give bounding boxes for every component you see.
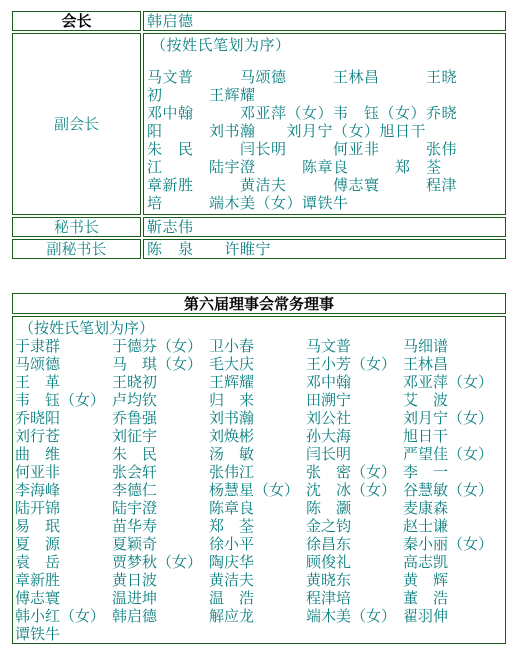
member-name: 顾俊礼: [306, 553, 352, 571]
member-name: 卢均钦: [112, 391, 158, 409]
member-name: 刘征宇: [112, 427, 158, 445]
member-name: 刘公社: [306, 409, 352, 427]
member-name: 严望佳（女）: [403, 445, 494, 463]
member-name: 于隶群: [15, 337, 61, 355]
member-name: 黄日波: [112, 571, 158, 589]
vice-president-line: 江 陆宇澄 陈章良 郑 荃: [147, 158, 442, 176]
vice-president-line: 朱 民 闫长明 何亚非 张伟: [147, 140, 458, 158]
vice-president-line: 马文普 马颂德 王林昌 王晓: [147, 68, 458, 86]
member-name: 李德仁: [112, 481, 158, 499]
member-name: 卫小春: [209, 337, 255, 355]
member-name: 谷慧敏（女）: [403, 481, 494, 499]
member-name: 徐昌东: [306, 535, 352, 553]
vice-president-list: [147, 68, 502, 212]
member-name: 马细谱: [403, 337, 449, 355]
member-name: 张会轩: [112, 463, 158, 481]
member-name: 邓亚萍（女）: [403, 373, 494, 391]
member-name: 李 一: [403, 463, 449, 481]
vice-president-line: 邓中翰 邓亚萍（女）韦 钰（女）乔晓: [147, 104, 458, 122]
member-name: 韩小红（女）: [15, 607, 106, 625]
member-name: 艾 波: [403, 391, 449, 409]
member-name: 黄 辉: [403, 571, 449, 589]
member-name: 孙大海: [306, 427, 352, 445]
member-name: 郑 荃: [209, 517, 255, 535]
standing-council-note: （按姓氏笔划为序）: [19, 319, 155, 337]
member-name: 秦小丽（女）: [403, 535, 494, 553]
member-name: 于德芬（女）: [112, 337, 203, 355]
member-name: 高志凯: [403, 553, 449, 571]
member-name: 苗华寿: [112, 517, 158, 535]
member-name: 易 珉: [15, 517, 61, 535]
member-name: 田溯宁: [306, 391, 352, 409]
member-name: 乔晓阳: [15, 409, 61, 427]
member-name: 章新胜: [15, 571, 61, 589]
vice-president-note: （按姓氏笔划为序）: [151, 36, 291, 54]
member-name: 刘书瀚: [209, 409, 255, 427]
member-name: 王林昌: [403, 355, 449, 373]
member-name: 闫长明: [306, 445, 352, 463]
member-name: 夏 源: [15, 535, 61, 553]
president-label: 会长: [12, 11, 141, 31]
member-name: 张伟江: [209, 463, 255, 481]
vice-president-line: 初 王辉耀: [147, 86, 256, 104]
member-name: 董 浩: [403, 589, 449, 607]
member-name: 邓中翰: [306, 373, 352, 391]
vice-president-line: 阳 刘书瀚 刘月宁（女）旭日干: [147, 122, 427, 140]
member-name: 汤 敏: [209, 445, 255, 463]
member-name: 乔鲁强: [112, 409, 158, 427]
deputy-secretary-general-label: 副秘书长: [12, 239, 141, 259]
member-name: 端木美（女）: [306, 607, 397, 625]
member-name: 黄晓东: [306, 571, 352, 589]
member-name: 马文普: [306, 337, 352, 355]
member-name: 解应龙: [209, 607, 255, 625]
member-name: 陶庆华: [209, 553, 255, 571]
member-name: 沈 冰（女）: [306, 481, 397, 499]
vice-president-line: 培 端木美（女）谭铁牛: [147, 194, 349, 212]
member-name: 马颂德: [15, 355, 61, 373]
member-name: 李海峰: [15, 481, 61, 499]
member-name: 王辉耀: [209, 373, 255, 391]
vice-president-line: 章新胜 黄洁夫 傅志寰 程津: [147, 176, 458, 194]
member-name: 温进坤: [112, 589, 158, 607]
member-name: 谭铁牛: [15, 625, 61, 643]
member-name: 黄洁夫: [209, 571, 255, 589]
member-name: 袁 岳: [15, 553, 61, 571]
member-name: 王小芳（女）: [306, 355, 397, 373]
member-name: 傅志寰: [15, 589, 61, 607]
member-name: 毛大庆: [209, 355, 255, 373]
secretary-general-label: 秘书长: [12, 217, 141, 237]
member-name: 夏颖奇: [112, 535, 158, 553]
member-name: 陆开锦: [15, 499, 61, 517]
member-name: 程津培: [306, 589, 352, 607]
member-name: 麦康森: [403, 499, 449, 517]
member-name: 王 革: [15, 373, 61, 391]
member-name: 赵士谦: [403, 517, 449, 535]
member-name: 刘行苍: [15, 427, 61, 445]
member-name: 刘焕彬: [209, 427, 255, 445]
member-name: 旭日干: [403, 427, 449, 445]
member-name: 何亚非: [15, 463, 61, 481]
member-name: 杨慧星（女）: [209, 481, 300, 499]
member-name: 张 密（女）: [306, 463, 397, 481]
standing-council-title: 第六届理事会常务理事: [12, 293, 506, 314]
member-name: 陈章良: [209, 499, 255, 517]
member-name: 陈 灏: [306, 499, 352, 517]
president-value: 韩启德: [143, 11, 506, 31]
standing-council-table: [10, 291, 508, 646]
standing-council-members: [15, 337, 505, 643]
standing-council-body: [12, 316, 506, 644]
member-name: 温 浩: [209, 589, 255, 607]
member-name: 朱 民: [112, 445, 158, 463]
deputy-secretary-general-value: 陈 泉 许睢宁: [143, 239, 506, 259]
vice-president-label: 副会长: [12, 33, 141, 215]
member-name: 韦 钰（女）: [15, 391, 106, 409]
member-name: 翟羽伸: [403, 607, 449, 625]
member-name: 刘月宁（女）: [403, 409, 494, 427]
member-name: 马 琪（女）: [112, 355, 203, 373]
member-name: 徐小平: [209, 535, 255, 553]
member-name: 曲 维: [15, 445, 61, 463]
vice-president-value: [143, 33, 506, 215]
member-name: 韩启德: [112, 607, 158, 625]
member-name: 归 来: [209, 391, 255, 409]
member-name: 王晓初: [112, 373, 158, 391]
member-name: 贾梦秋（女）: [112, 553, 203, 571]
secretary-general-value: 靳志伟: [143, 217, 506, 237]
member-name: 陆宇澄: [112, 499, 158, 517]
leadership-table: [10, 9, 508, 261]
member-name: 金之钧: [306, 517, 352, 535]
